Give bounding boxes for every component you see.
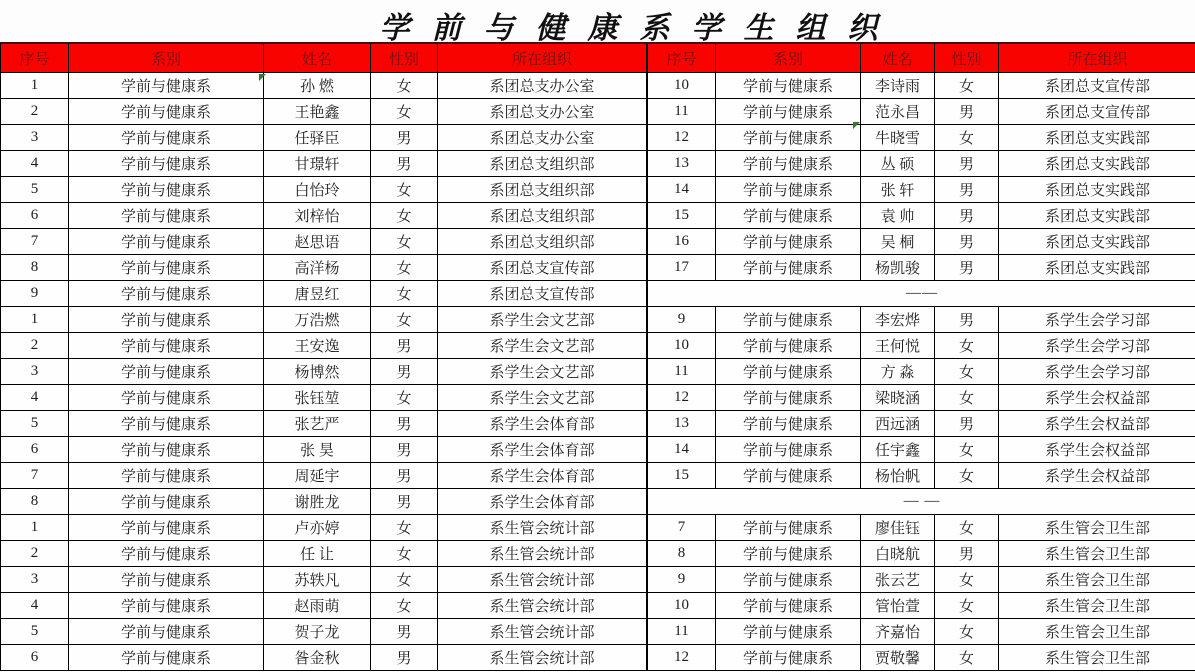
cell-name: 张云艺 [861, 567, 935, 593]
table-header [648, 43, 1195, 73]
cell-no: 11 [648, 359, 716, 385]
cell-dept: 学前与健康系 [716, 177, 861, 203]
column-header-col-name: 姓名 [264, 43, 371, 73]
cell-dept: 学前与健康系 [69, 619, 264, 645]
cell-name: 白晓航 [861, 541, 935, 567]
cell-dept: 学前与健康系 [69, 177, 264, 203]
cell-gender: 女 [935, 125, 999, 151]
table-row [648, 541, 1195, 567]
table-row [1, 99, 647, 125]
cell-name: 牛晓雪 [861, 125, 935, 151]
cell-dept: 学前与健康系 [69, 73, 264, 99]
table-row [1, 151, 647, 177]
cell-org: 系学生会体育部 [438, 437, 647, 463]
roster-table-right [647, 42, 1195, 671]
cell-name: 范永昌 [861, 99, 935, 125]
cell-dept: 学前与健康系 [716, 515, 861, 541]
cell-dept: 学前与健康系 [69, 151, 264, 177]
cell-org: 系学生会体育部 [438, 489, 647, 515]
cell-dept: 学前与健康系 [69, 281, 264, 307]
table-row [648, 333, 1195, 359]
cell-org: 系团总支宣传部 [999, 99, 1195, 125]
cell-gender: 男 [935, 99, 999, 125]
table-row [648, 229, 1195, 255]
cell-gender: 男 [935, 541, 999, 567]
cell-org: 系生管会统计部 [438, 515, 647, 541]
cell-name: 张 轩 [861, 177, 935, 203]
cell-dept: 学前与健康系 [69, 333, 264, 359]
cell-name: 西远涵 [861, 411, 935, 437]
column-header-col-dept: 系别 [716, 43, 861, 73]
cell-name: 袁 帅 [861, 203, 935, 229]
cell-no: 14 [648, 437, 716, 463]
cell-name: 李诗雨 [861, 73, 935, 99]
cell-org: 系学生会文艺部 [438, 307, 647, 333]
table-row [648, 73, 1195, 99]
roster-tables [0, 42, 1195, 671]
cell-name: 张艺严 [264, 411, 371, 437]
cell-gender: 女 [935, 619, 999, 645]
cell-gender: 女 [935, 385, 999, 411]
cell-dept: 学前与健康系 [69, 567, 264, 593]
cell-no: 12 [648, 125, 716, 151]
table-row [648, 177, 1195, 203]
cell-dept: 学前与健康系 [69, 255, 264, 281]
table-body [648, 73, 1195, 671]
cell-gender: 男 [935, 151, 999, 177]
cell-gender: 男 [371, 489, 438, 515]
cell-gender: 男 [371, 645, 438, 671]
cell-gender: 女 [935, 359, 999, 385]
cell-gender: 女 [371, 541, 438, 567]
cell-org: 系团总支实践部 [999, 125, 1195, 151]
separator-dash-cell: — — [648, 489, 1195, 515]
cell-org: 系学生会文艺部 [438, 385, 647, 411]
cell-gender: 男 [371, 151, 438, 177]
cell-gender: 男 [371, 333, 438, 359]
cell-name: 梁晓涵 [861, 385, 935, 411]
cell-name: 白怡玲 [264, 177, 371, 203]
cell-gender: 女 [371, 177, 438, 203]
cell-org: 系团总支办公室 [438, 99, 647, 125]
cell-name: 万浩燃 [264, 307, 371, 333]
cell-name: 贺子龙 [264, 619, 371, 645]
table-row [1, 385, 647, 411]
cell-gender: 女 [935, 567, 999, 593]
cell-name: 杨怡帆 [861, 463, 935, 489]
cell-dept: 学前与健康系 [716, 541, 861, 567]
cell-gender: 女 [935, 593, 999, 619]
cell-gender: 女 [371, 281, 438, 307]
table-row [1, 177, 647, 203]
table-row [648, 307, 1195, 333]
cell-dept: 学前与健康系 [69, 437, 264, 463]
cell-dept: 学前与健康系 [716, 125, 861, 151]
cell-org: 系学生会学习部 [999, 333, 1195, 359]
cell-no: 15 [648, 463, 716, 489]
cell-org: 系团总支办公室 [438, 73, 647, 99]
cell-org: 系生管会统计部 [438, 645, 647, 671]
cell-gender: 女 [935, 463, 999, 489]
cell-name: 高洋杨 [264, 255, 371, 281]
cell-no: 10 [648, 593, 716, 619]
cell-dept: 学前与健康系 [69, 229, 264, 255]
cell-dept: 学前与健康系 [69, 99, 264, 125]
cell-org: 系生管会卫生部 [999, 619, 1195, 645]
cell-no: 17 [648, 255, 716, 281]
column-header-col-name: 姓名 [861, 43, 935, 73]
cell-name: 李宏烨 [861, 307, 935, 333]
cell-gender: 男 [935, 177, 999, 203]
cell-gender: 女 [371, 73, 438, 99]
cell-org: 系学生会文艺部 [438, 359, 647, 385]
cell-no: 7 [1, 463, 69, 489]
cell-name: 赵思语 [264, 229, 371, 255]
cell-name: 杨凯骏 [861, 255, 935, 281]
table-row [648, 645, 1195, 671]
cell-gender: 女 [371, 307, 438, 333]
table-row [648, 489, 1195, 515]
cell-gender: 女 [935, 437, 999, 463]
cell-name: 唐昱红 [264, 281, 371, 307]
cell-dept: 学前与健康系 [69, 359, 264, 385]
table-row [1, 73, 647, 99]
separator-dash-cell: —— [648, 281, 1195, 307]
cell-dept: 学前与健康系 [716, 151, 861, 177]
table-row [1, 333, 647, 359]
cell-name: 贾敬馨 [861, 645, 935, 671]
cell-name: 孙 燃 [264, 73, 371, 99]
table-row [1, 567, 647, 593]
cell-gender: 女 [935, 515, 999, 541]
cell-org: 系团总支实践部 [999, 229, 1195, 255]
cell-no: 1 [1, 515, 69, 541]
cell-dept: 学前与健康系 [69, 463, 264, 489]
cell-no: 5 [1, 177, 69, 203]
cell-name: 刘梓怡 [264, 203, 371, 229]
table-row [648, 99, 1195, 125]
cell-name: 王何悦 [861, 333, 935, 359]
page-title: 学前与健康系学生组织 [379, 11, 900, 46]
cell-org: 系生管会统计部 [438, 593, 647, 619]
header-row [1, 43, 647, 73]
cell-no: 10 [648, 333, 716, 359]
cell-org: 系生管会卫生部 [999, 645, 1195, 671]
cell-no: 1 [1, 307, 69, 333]
table-row [1, 593, 647, 619]
cell-name: 杨博然 [264, 359, 371, 385]
cell-no: 12 [648, 645, 716, 671]
header-row [648, 43, 1195, 73]
table-row [1, 645, 647, 671]
cell-dept: 学前与健康系 [69, 307, 264, 333]
cell-name: 谢胜龙 [264, 489, 371, 515]
cell-gender: 女 [371, 255, 438, 281]
cell-no: 3 [1, 359, 69, 385]
cell-no: 1 [1, 73, 69, 99]
cell-no: 14 [648, 177, 716, 203]
cell-gender: 男 [935, 203, 999, 229]
cell-no: 4 [1, 593, 69, 619]
cell-org: 系学生会权益部 [999, 463, 1195, 489]
roster-table-left [0, 42, 647, 671]
table-row [648, 151, 1195, 177]
table-row [1, 203, 647, 229]
table-row [648, 463, 1195, 489]
cell-org: 系团总支实践部 [999, 151, 1195, 177]
table-row [1, 281, 647, 307]
cell-org: 系团总支办公室 [438, 125, 647, 151]
table-row [648, 593, 1195, 619]
cell-dept: 学前与健康系 [716, 645, 861, 671]
cell-name: 廖佳钰 [861, 515, 935, 541]
cell-name: 管怡萱 [861, 593, 935, 619]
cell-org: 系团总支组织部 [438, 151, 647, 177]
cell-dept: 学前与健康系 [716, 203, 861, 229]
table-row [648, 619, 1195, 645]
cell-dept: 学前与健康系 [716, 567, 861, 593]
table-row [1, 489, 647, 515]
cell-no: 8 [648, 541, 716, 567]
cell-gender: 女 [371, 567, 438, 593]
cell-org: 系生管会统计部 [438, 567, 647, 593]
cell-dept: 学前与健康系 [716, 307, 861, 333]
cell-no: 13 [648, 411, 716, 437]
cell-gender: 女 [371, 385, 438, 411]
cell-org: 系团总支实践部 [999, 203, 1195, 229]
cell-org: 系团总支宣传部 [999, 73, 1195, 99]
table-row [1, 463, 647, 489]
table-row [1, 411, 647, 437]
cell-name: 任宇鑫 [861, 437, 935, 463]
cell-no: 11 [648, 619, 716, 645]
cell-no: 12 [648, 385, 716, 411]
column-header-col-gender: 性别 [935, 43, 999, 73]
cell-dept: 学前与健康系 [716, 359, 861, 385]
cell-no: 15 [648, 203, 716, 229]
table-row [1, 255, 647, 281]
table-header [1, 43, 647, 73]
cell-org: 系生管会卫生部 [999, 515, 1195, 541]
cell-gender: 女 [935, 73, 999, 99]
cell-gender: 男 [935, 411, 999, 437]
cell-no: 6 [1, 645, 69, 671]
cell-dept: 学前与健康系 [69, 411, 264, 437]
cell-dept: 学前与健康系 [69, 541, 264, 567]
cell-no: 10 [648, 73, 716, 99]
cell-gender: 男 [371, 411, 438, 437]
cell-no: 13 [648, 151, 716, 177]
cell-dept: 学前与健康系 [716, 619, 861, 645]
table-row [648, 359, 1195, 385]
cell-dept: 学前与健康系 [69, 515, 264, 541]
cell-gender: 女 [371, 229, 438, 255]
cell-name: 甘璟轩 [264, 151, 371, 177]
table-row [1, 541, 647, 567]
cell-gender: 男 [371, 125, 438, 151]
cell-name: 齐嘉怡 [861, 619, 935, 645]
table-row [648, 281, 1195, 307]
cell-gender: 女 [371, 593, 438, 619]
cell-org: 系团总支宣传部 [438, 255, 647, 281]
cell-no: 2 [1, 333, 69, 359]
cell-gender: 女 [371, 515, 438, 541]
cell-no: 4 [1, 385, 69, 411]
column-header-col-no: 序号 [648, 43, 716, 73]
cell-org: 系团总支组织部 [438, 203, 647, 229]
cell-no: 6 [1, 437, 69, 463]
table-body [1, 73, 647, 671]
column-header-col-gender: 性别 [371, 43, 438, 73]
cell-org: 系生管会卫生部 [999, 567, 1195, 593]
cell-no: 8 [1, 255, 69, 281]
cell-gender: 男 [935, 255, 999, 281]
table-row [648, 385, 1195, 411]
cell-no: 7 [648, 515, 716, 541]
cell-gender: 女 [371, 99, 438, 125]
table-row [1, 229, 647, 255]
cell-dept: 学前与健康系 [716, 437, 861, 463]
cell-no: 2 [1, 541, 69, 567]
table-row [1, 515, 647, 541]
cell-dept: 学前与健康系 [716, 73, 861, 99]
cell-dept: 学前与健康系 [716, 99, 861, 125]
cell-dept: 学前与健康系 [716, 255, 861, 281]
cell-no: 5 [1, 411, 69, 437]
table-row [1, 307, 647, 333]
table-row [1, 619, 647, 645]
table-row [648, 255, 1195, 281]
cell-dept: 学前与健康系 [716, 333, 861, 359]
cell-org: 系学生会权益部 [999, 411, 1195, 437]
cell-org: 系学生会权益部 [999, 385, 1195, 411]
cell-gender: 女 [935, 333, 999, 359]
cell-name: 丛 硕 [861, 151, 935, 177]
table-row [648, 567, 1195, 593]
cell-org: 系团总支宣传部 [438, 281, 647, 307]
table-row [648, 125, 1195, 151]
cell-dept: 学前与健康系 [69, 125, 264, 151]
cell-name: 赵雨萌 [264, 593, 371, 619]
cell-org: 系生管会卫生部 [999, 541, 1195, 567]
cell-dept: 学前与健康系 [716, 229, 861, 255]
cell-dept: 学前与健康系 [69, 203, 264, 229]
cell-name: 张 昊 [264, 437, 371, 463]
cell-dept: 学前与健康系 [716, 593, 861, 619]
cell-org: 系学生会体育部 [438, 411, 647, 437]
cell-org: 系生管会统计部 [438, 619, 647, 645]
cell-org: 系学生会学习部 [999, 359, 1195, 385]
cell-org: 系团总支组织部 [438, 229, 647, 255]
column-header-col-dept: 系别 [69, 43, 264, 73]
cell-org: 系学生会权益部 [999, 437, 1195, 463]
cell-org: 系学生会学习部 [999, 307, 1195, 333]
cell-gender: 男 [935, 307, 999, 333]
cell-no: 3 [1, 567, 69, 593]
cell-name: 昝金秋 [264, 645, 371, 671]
cell-gender: 男 [371, 359, 438, 385]
cell-dept: 学前与健康系 [69, 385, 264, 411]
cell-org: 系学生会体育部 [438, 463, 647, 489]
cell-name: 任 让 [264, 541, 371, 567]
cell-org: 系团总支实践部 [999, 255, 1195, 281]
cell-no: 5 [1, 619, 69, 645]
cell-no: 16 [648, 229, 716, 255]
cell-no: 7 [1, 229, 69, 255]
table-row [648, 437, 1195, 463]
cell-name: 周延宇 [264, 463, 371, 489]
table-row [648, 203, 1195, 229]
cell-org: 系团总支组织部 [438, 177, 647, 203]
table-row [648, 515, 1195, 541]
cell-no: 3 [1, 125, 69, 151]
table-row [1, 359, 647, 385]
cell-dept: 学前与健康系 [716, 411, 861, 437]
cell-gender: 女 [935, 645, 999, 671]
cell-no: 9 [648, 567, 716, 593]
column-header-col-no: 序号 [1, 43, 69, 73]
cell-org: 系生管会统计部 [438, 541, 647, 567]
table-row [648, 411, 1195, 437]
table-row [1, 437, 647, 463]
cell-org: 系团总支实践部 [999, 177, 1195, 203]
cell-org: 系生管会卫生部 [999, 593, 1195, 619]
cell-name: 王安逸 [264, 333, 371, 359]
cell-org: 系学生会文艺部 [438, 333, 647, 359]
cell-name: 王艳鑫 [264, 99, 371, 125]
cell-name: 张钰堃 [264, 385, 371, 411]
cell-gender: 男 [371, 619, 438, 645]
column-header-col-org: 所在组织 [438, 43, 647, 73]
cell-no: 2 [1, 99, 69, 125]
cell-no: 8 [1, 489, 69, 515]
cell-dept: 学前与健康系 [716, 385, 861, 411]
cell-no: 6 [1, 203, 69, 229]
cell-name: 苏轶凡 [264, 567, 371, 593]
cell-gender: 男 [935, 229, 999, 255]
cell-no: 9 [1, 281, 69, 307]
cell-name: 卢亦婷 [264, 515, 371, 541]
cell-no: 11 [648, 99, 716, 125]
cell-no: 4 [1, 151, 69, 177]
cell-gender: 男 [371, 463, 438, 489]
cell-dept: 学前与健康系 [69, 489, 264, 515]
cell-name: 方 淼 [861, 359, 935, 385]
table-row [1, 125, 647, 151]
cell-dept: 学前与健康系 [69, 645, 264, 671]
cell-name: 任驿臣 [264, 125, 371, 151]
cell-dept: 学前与健康系 [716, 463, 861, 489]
cell-no: 9 [648, 307, 716, 333]
cell-gender: 男 [371, 437, 438, 463]
cell-dept: 学前与健康系 [69, 593, 264, 619]
cell-gender: 女 [371, 203, 438, 229]
column-header-col-org: 所在组织 [999, 43, 1195, 73]
cell-name: 吴 桐 [861, 229, 935, 255]
